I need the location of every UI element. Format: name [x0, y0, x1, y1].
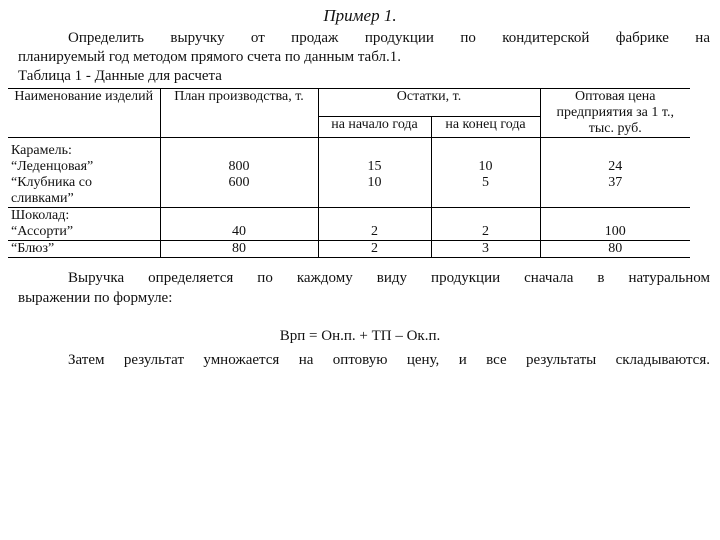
- header-row-1: [8, 89, 690, 117]
- group-label: Карамель:: [8, 138, 160, 160]
- price-value: 24: [608, 159, 623, 174]
- plan-value: 80: [160, 241, 318, 258]
- rest-end-value: 5: [431, 175, 540, 208]
- rest-start-value: 2: [318, 241, 431, 258]
- product-name: “Блюз”: [8, 241, 160, 258]
- table-row: [8, 159, 690, 175]
- header-rest-start: на начало года: [318, 116, 431, 137]
- revenue-line-2: выражении по формуле:: [18, 290, 173, 306]
- header-name: Наименование изделий: [8, 89, 160, 138]
- header-plan: План производства, т.: [160, 89, 318, 138]
- task-line-1: Определить выручку от продаж продукции по кондитерской фабрике на: [68, 30, 710, 46]
- product-name: “Клубника со сливками”: [8, 175, 160, 208]
- table-row: [8, 241, 690, 258]
- table-row: [8, 175, 690, 208]
- summary-line: Затем результат умножается на оптовую цену, и все результаты складываются.: [68, 352, 710, 368]
- example-title: Пример 1.: [323, 6, 397, 25]
- rest-end-value: 10: [431, 159, 540, 175]
- product-name: “Леденцовая”: [8, 159, 160, 175]
- rest-start-value: 15: [318, 159, 431, 175]
- price-value: 80: [540, 241, 690, 258]
- task-line-2: планируемый год методом прямого счета по данным табл.1.: [18, 49, 401, 65]
- plan-value: 800: [160, 159, 318, 175]
- header-price: Оптовая цена предприятия за 1 т., тыс. руб.: [540, 89, 690, 138]
- table-caption: Таблица 1 - Данные для расчета: [18, 68, 222, 84]
- rest-start-value: 10: [318, 175, 431, 208]
- table-row: [8, 224, 690, 241]
- plan-value: 40: [160, 224, 318, 241]
- rest-end-value: 2: [431, 224, 540, 241]
- product-name: “Ассорти”: [8, 224, 160, 241]
- header-rest: Остатки, т.: [318, 89, 540, 117]
- header-rest-end: на конец года: [431, 116, 540, 137]
- revenue-line-1: Выручка определяется по каждому виду продукции сначала в натуральном: [68, 270, 710, 286]
- group-label: Шоколад:: [8, 208, 160, 225]
- data-table: [8, 88, 690, 258]
- price-value: 100: [540, 224, 690, 241]
- price-value: 37: [540, 175, 690, 208]
- table-row: [8, 138, 690, 160]
- revenue-formula: Врп = Он.п. + ТП – Ок.п.: [279, 328, 441, 344]
- table-row: [8, 208, 690, 225]
- rest-start-value: 2: [318, 224, 431, 241]
- plan-value: 600: [160, 175, 318, 208]
- rest-end-value: 3: [431, 241, 540, 258]
